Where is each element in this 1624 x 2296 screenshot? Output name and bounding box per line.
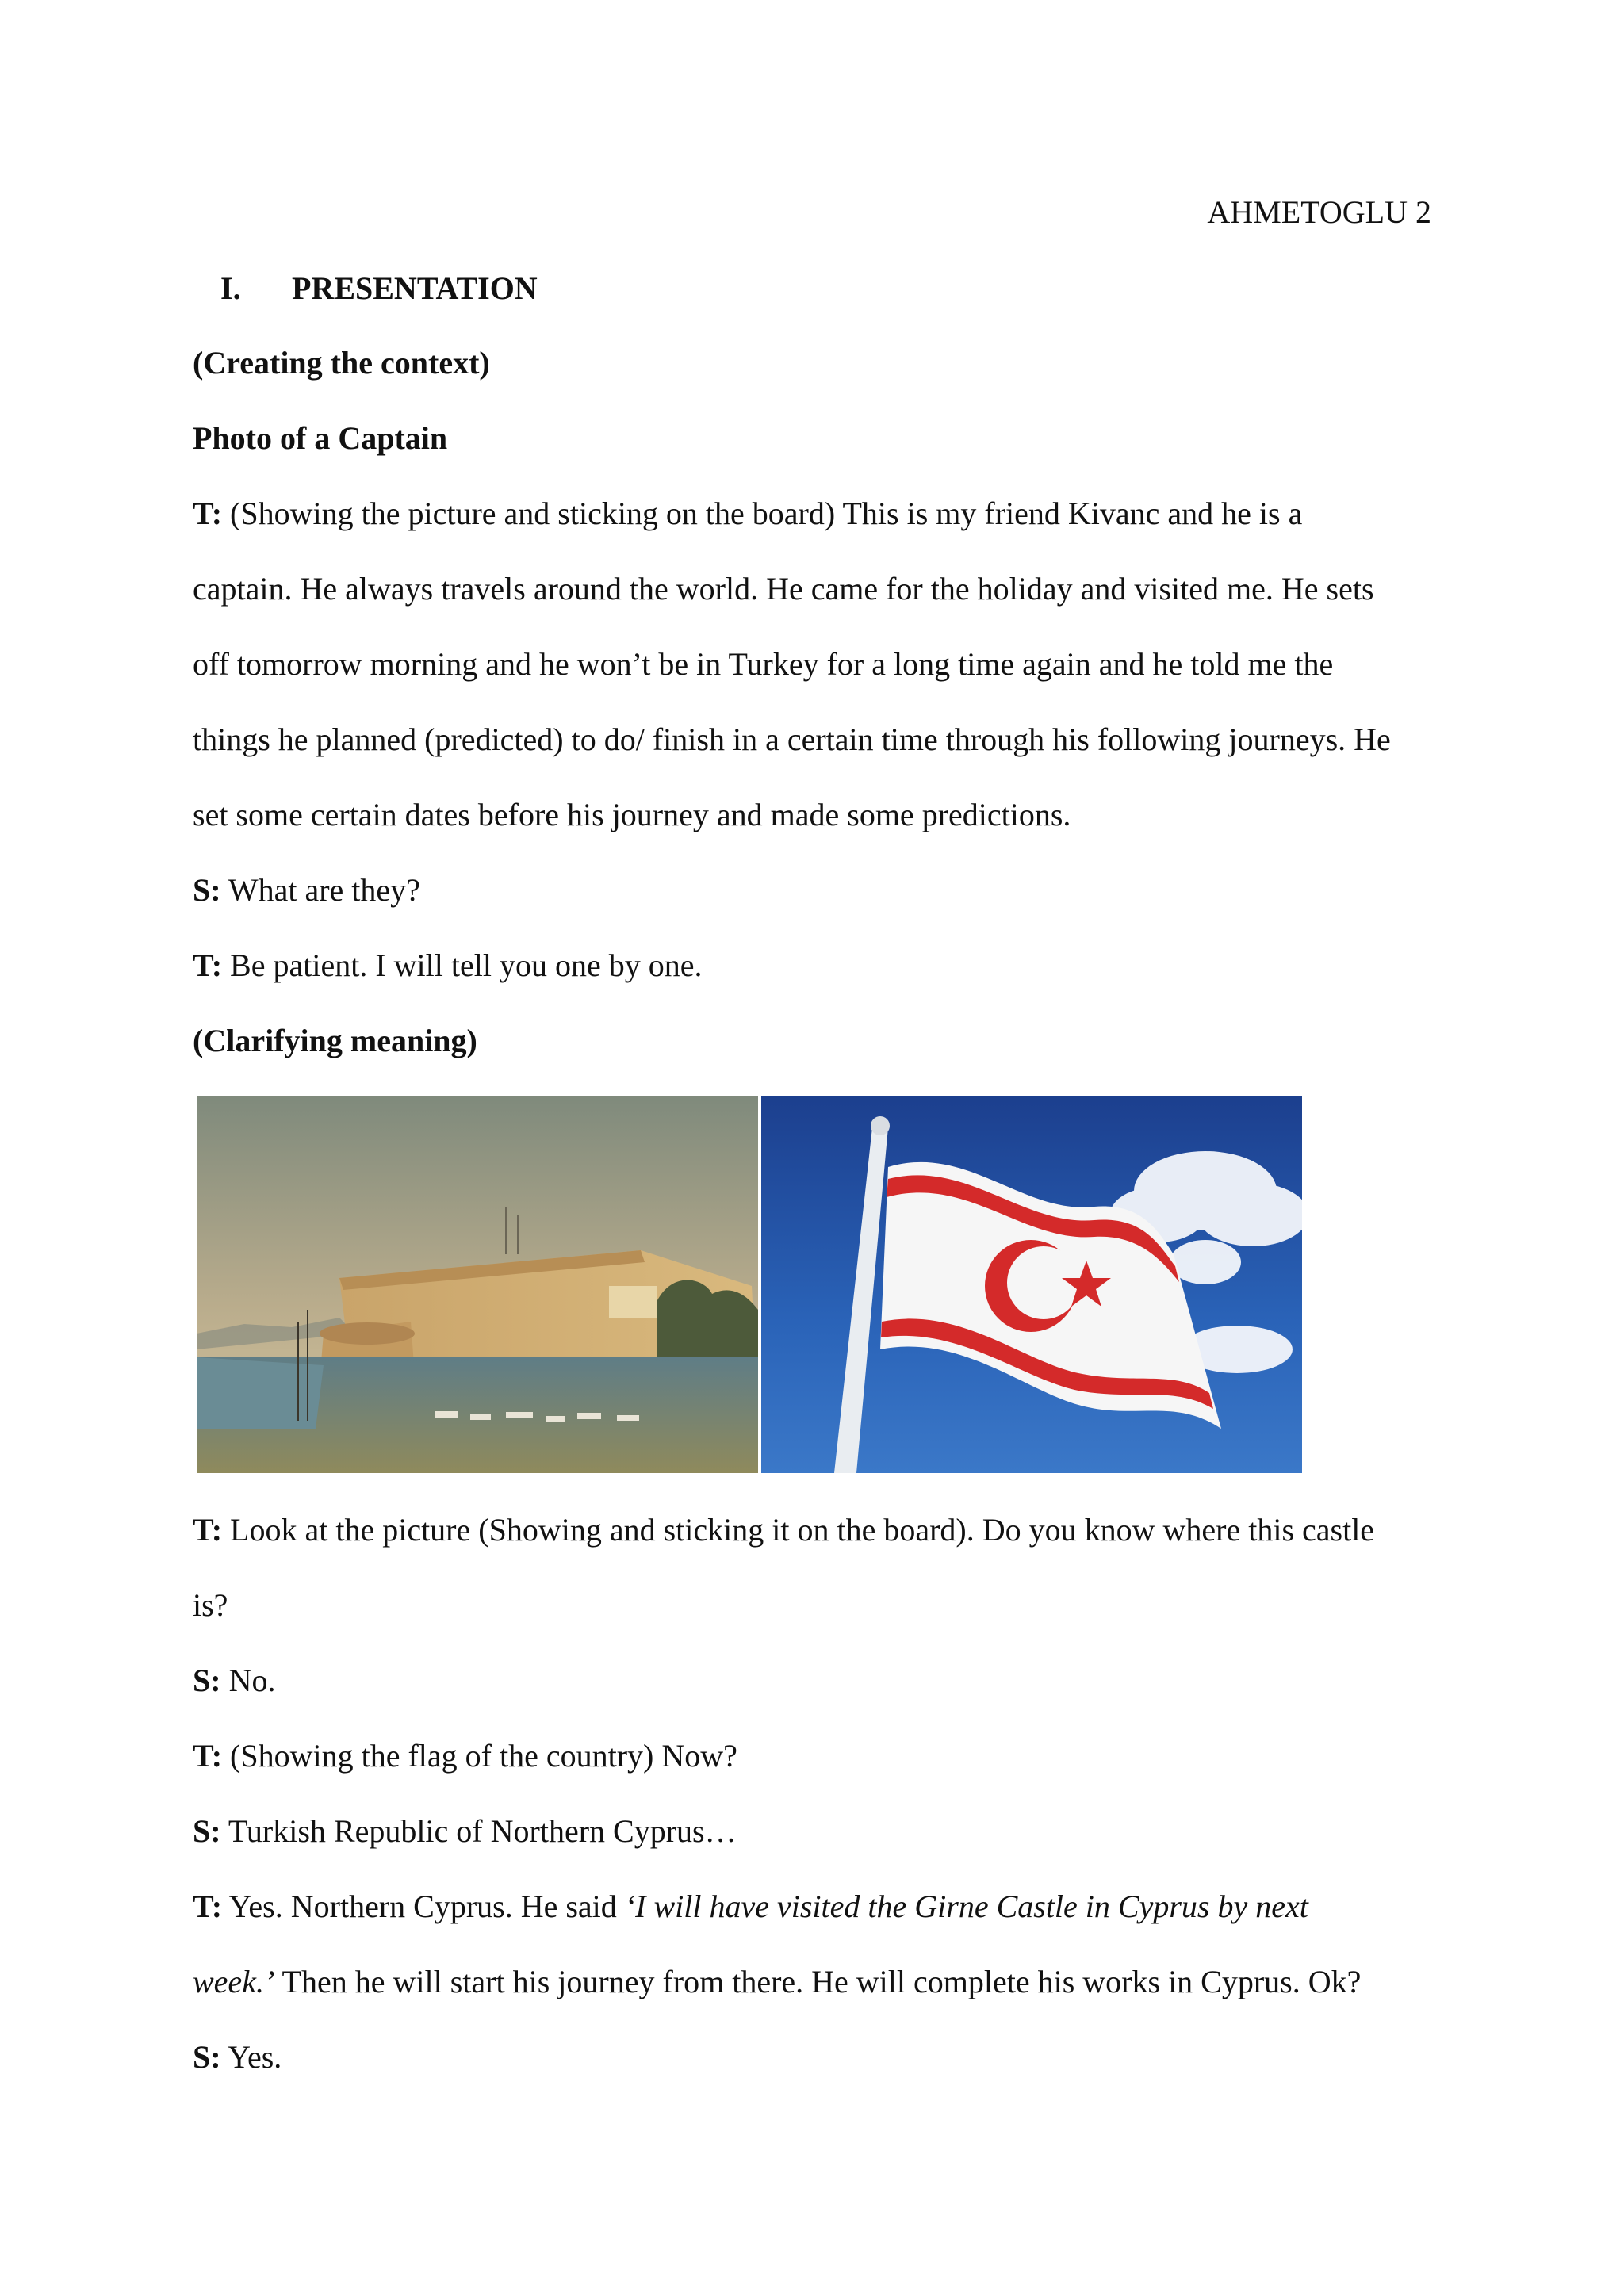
utterance-text: Yes. — [220, 2039, 282, 2075]
dialogue-line — [193, 867, 420, 914]
speaker-label: T: — [193, 1888, 223, 1924]
dialogue-line — [193, 1657, 275, 1705]
section-heading — [220, 265, 538, 312]
dialogue-line — [193, 942, 702, 989]
dialogue-line — [193, 1808, 737, 1855]
utterance-text: (Showing the picture and sticking on the board) This is my friend Kivanc and he is a — [222, 496, 1303, 531]
speaker-label: T: — [193, 496, 223, 531]
subheading-clarifying-meaning: (Clarifying meaning) — [193, 1023, 477, 1058]
flag-photo — [761, 1096, 1302, 1473]
dialogue-line — [193, 2034, 282, 2081]
utterance-text: No. — [220, 1663, 276, 1698]
utterance-text: Then he will start his journey from there. He will complete his works in Cyprus. Ok? — [274, 1964, 1362, 1999]
section-number: I. — [220, 270, 241, 306]
utterance-text: Turkish Republic of Northern Cyprus… — [220, 1813, 737, 1849]
utterance-text: Look at the picture (Showing and sticking it on the board). Do you know where this castle — [222, 1512, 1375, 1548]
dialogue-line — [193, 1732, 737, 1780]
utterance-continuation: things he planned (predicted) to do/ finish in a certain time through his following journeys. He — [193, 721, 1391, 757]
dialogue-line — [193, 1883, 1308, 1931]
utterance-continuation: set some certain dates before his journey and made some predictions. — [193, 797, 1071, 832]
utterance-text: Yes. Northern Cyprus. He said — [222, 1888, 625, 1924]
utterance-text: What are they? — [220, 872, 420, 908]
speaker-label: T: — [193, 947, 223, 983]
speaker-label: S: — [193, 1663, 221, 1698]
speaker-label: T: — [193, 1512, 223, 1548]
speaker-label: S: — [193, 2039, 221, 2075]
section-title: PRESENTATION — [292, 270, 538, 306]
running-head: AHMETOGLU 2 — [1207, 194, 1431, 230]
speaker-label: T: — [193, 1738, 223, 1774]
castle-photo — [197, 1096, 758, 1473]
subheading-photo-caption: Photo of a Captain — [193, 420, 448, 456]
utterance-continuation — [193, 1958, 1361, 2006]
speaker-label: S: — [193, 872, 221, 908]
speaker-label: S: — [193, 1813, 221, 1849]
subheading-creating-context: (Creating the context) — [193, 345, 490, 381]
utterance-text: (Showing the flag of the country) Now? — [222, 1738, 737, 1774]
utterance-text: Be patient. I will tell you one by one. — [222, 947, 703, 983]
dialogue-line — [193, 490, 1302, 538]
utterance-continuation: captain. He always travels around the world. He came for the holiday and visited me. He sets — [193, 571, 1374, 607]
dialogue-line — [193, 1506, 1374, 1554]
quoted-prediction-end: week.’ — [193, 1964, 275, 1999]
quoted-prediction: ‘I will have visited the Girne Castle in Cyprus by next — [624, 1888, 1308, 1924]
utterance-continuation: is? — [193, 1587, 228, 1623]
utterance-continuation: off tomorrow morning and he won’t be in Turkey for a long time again and he told me the — [193, 646, 1334, 682]
